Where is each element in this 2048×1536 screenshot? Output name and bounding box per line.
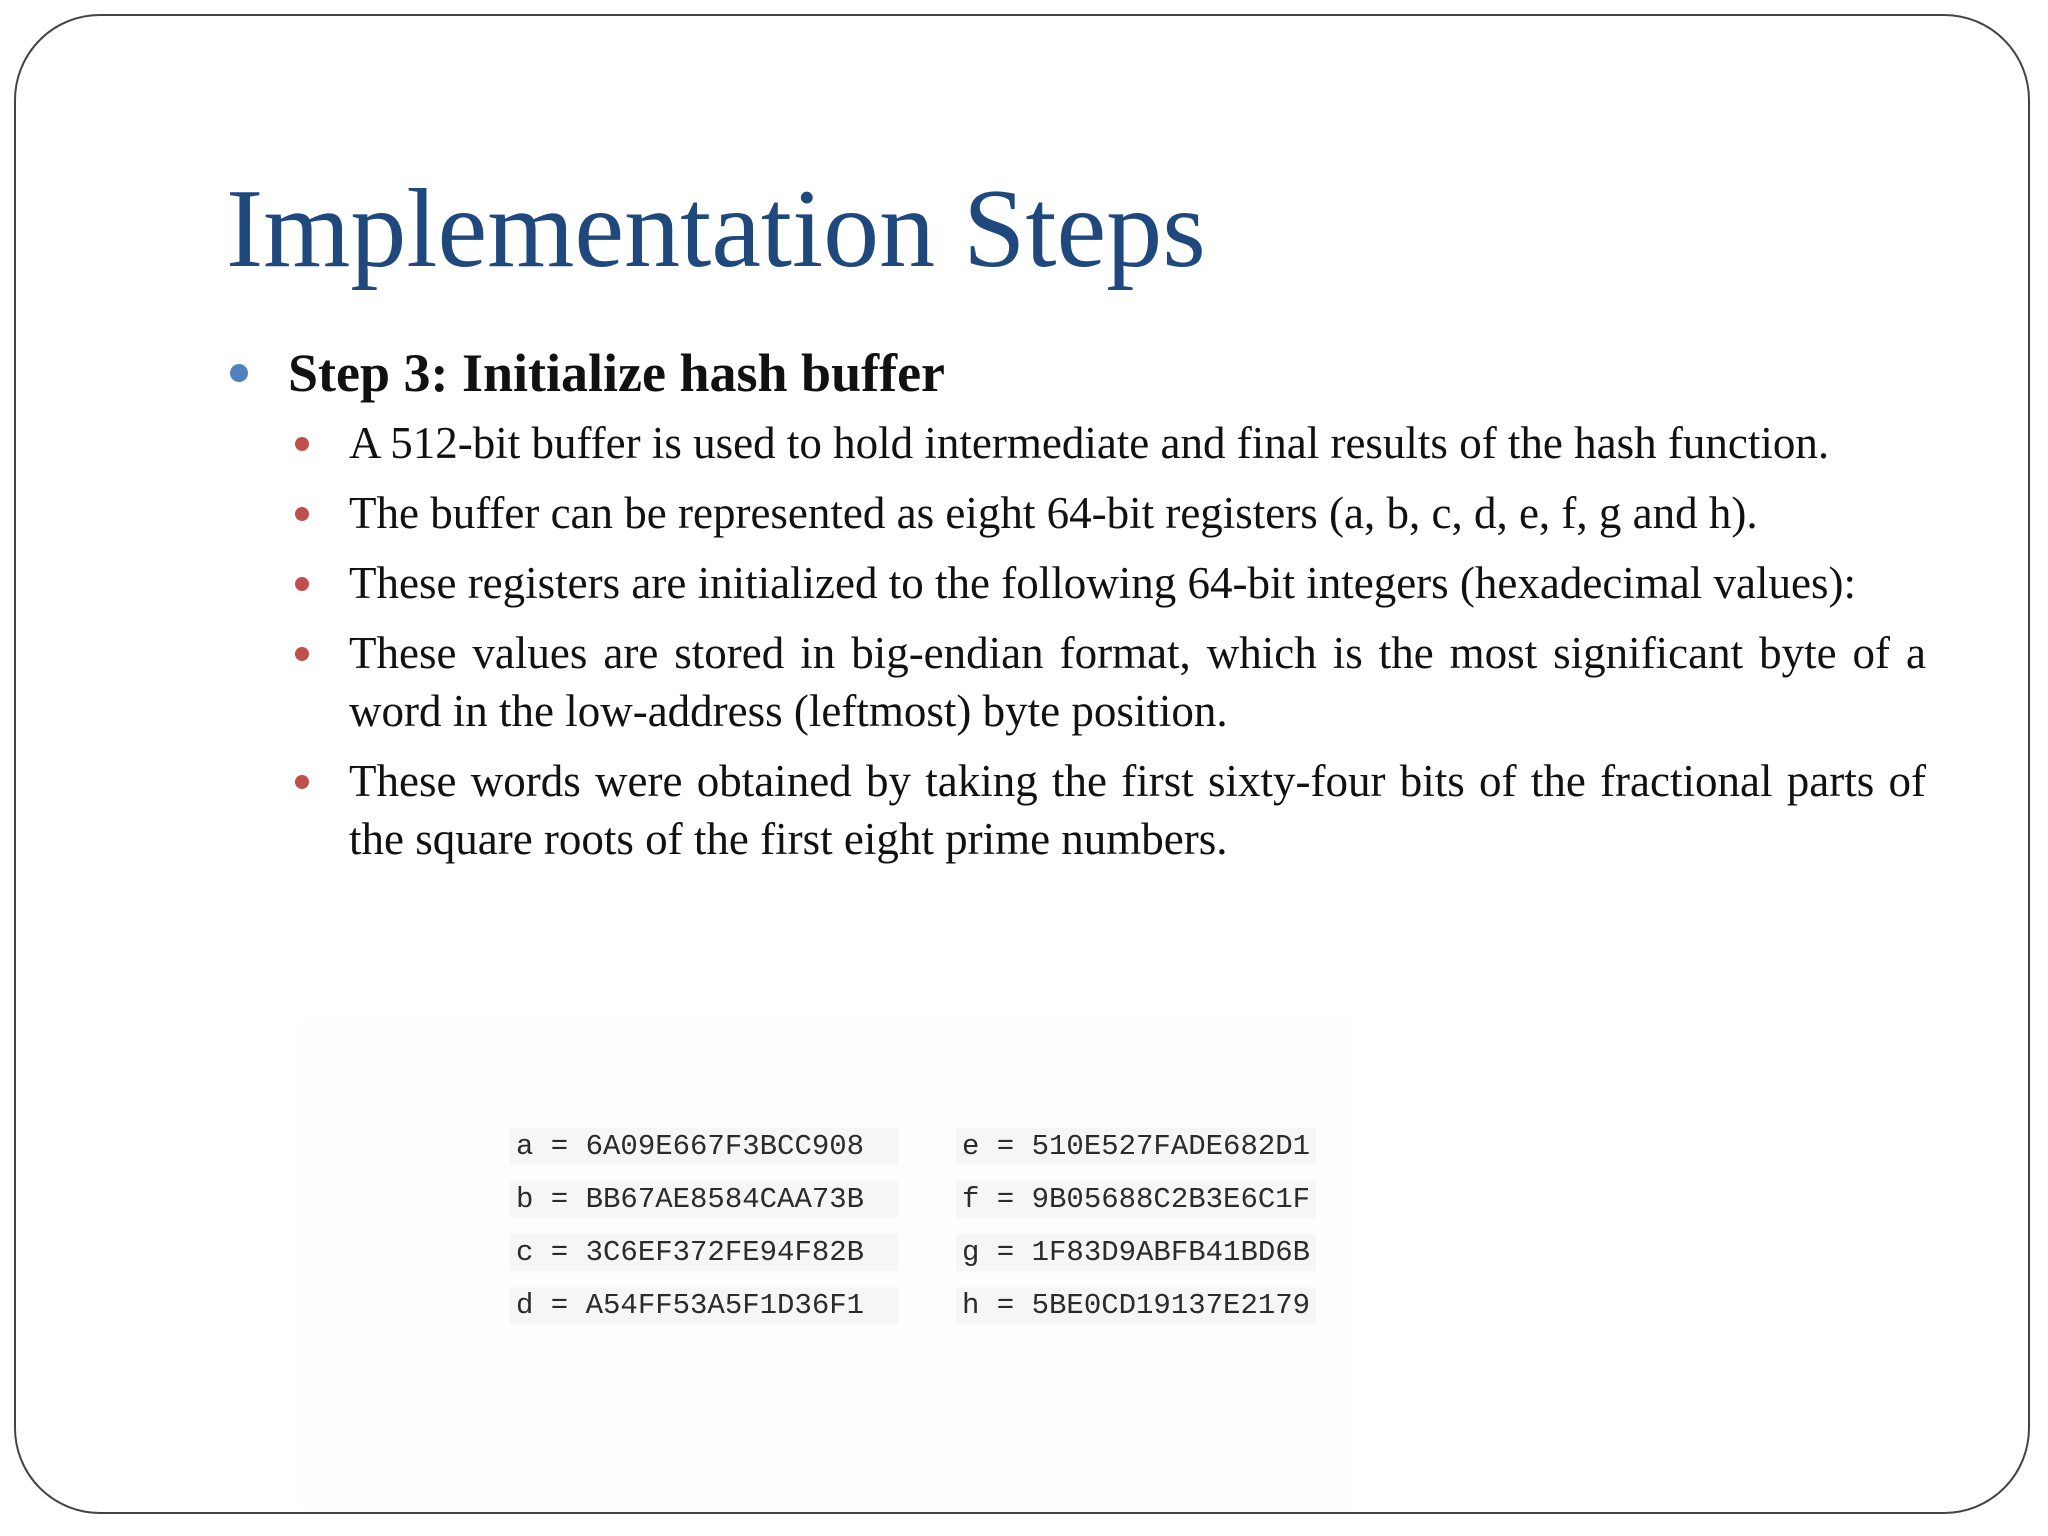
register-table	[510, 1120, 1316, 1332]
register-row	[510, 1226, 1316, 1279]
list-item	[349, 752, 1926, 868]
register-value: c = 3C6EF372FE94F82B	[510, 1234, 898, 1271]
register-value: b = BB67AE8584CAA73B	[510, 1181, 898, 1218]
register-row	[510, 1120, 1316, 1173]
bullet-dot-icon	[295, 577, 309, 591]
bullet-dot-icon	[295, 437, 309, 451]
list-item	[349, 624, 1926, 740]
bullet-text: These registers are initialized to the following 64-bit integers (hexadecimal values):	[349, 558, 1856, 608]
slide-content	[226, 338, 1926, 880]
bullet-text: The buffer can be represented as eight 64-bit registers (a, b, c, d, e, f, g and h).	[349, 488, 1758, 538]
register-values-image	[300, 1020, 1350, 1510]
register-value: a = 6A09E667F3BCC908	[510, 1128, 898, 1165]
step-heading: Step 3: Initialize hash buffer	[288, 343, 946, 403]
step-heading-item	[226, 338, 1926, 408]
register-value: h = 5BE0CD19137E2179	[956, 1287, 1316, 1324]
register-row	[510, 1173, 1316, 1226]
register-value: d = A54FF53A5F1D36F1	[510, 1287, 898, 1324]
bullet-dot-icon	[295, 647, 309, 661]
list-item	[349, 554, 1926, 612]
slide-title: Implementation Steps	[226, 167, 1206, 291]
register-value: f = 9B05688C2B3E6C1F	[956, 1181, 1316, 1218]
sub-bullet-list	[226, 414, 1926, 868]
register-value: g = 1F83D9ABFB41BD6B	[956, 1234, 1316, 1271]
bullet-text: These values are stored in big-endian format, which is the most significant byte of a word in the low-address (leftmost) byte position.	[349, 628, 1926, 736]
register-row	[510, 1279, 1316, 1332]
list-item	[349, 484, 1926, 542]
bullet-dot-icon	[295, 507, 309, 521]
list-item	[349, 414, 1926, 472]
bullet-dot-icon	[295, 775, 309, 789]
bullet-text: A 512-bit buffer is used to hold intermediate and final results of the hash function.	[349, 418, 1830, 468]
bullet-text: These words were obtained by taking the first sixty-four bits of the fractional parts of the square roots of the first eight prime numbers.	[349, 756, 1926, 864]
register-value: e = 510E527FADE682D1	[956, 1128, 1316, 1165]
bullet-dot-icon	[230, 364, 248, 382]
